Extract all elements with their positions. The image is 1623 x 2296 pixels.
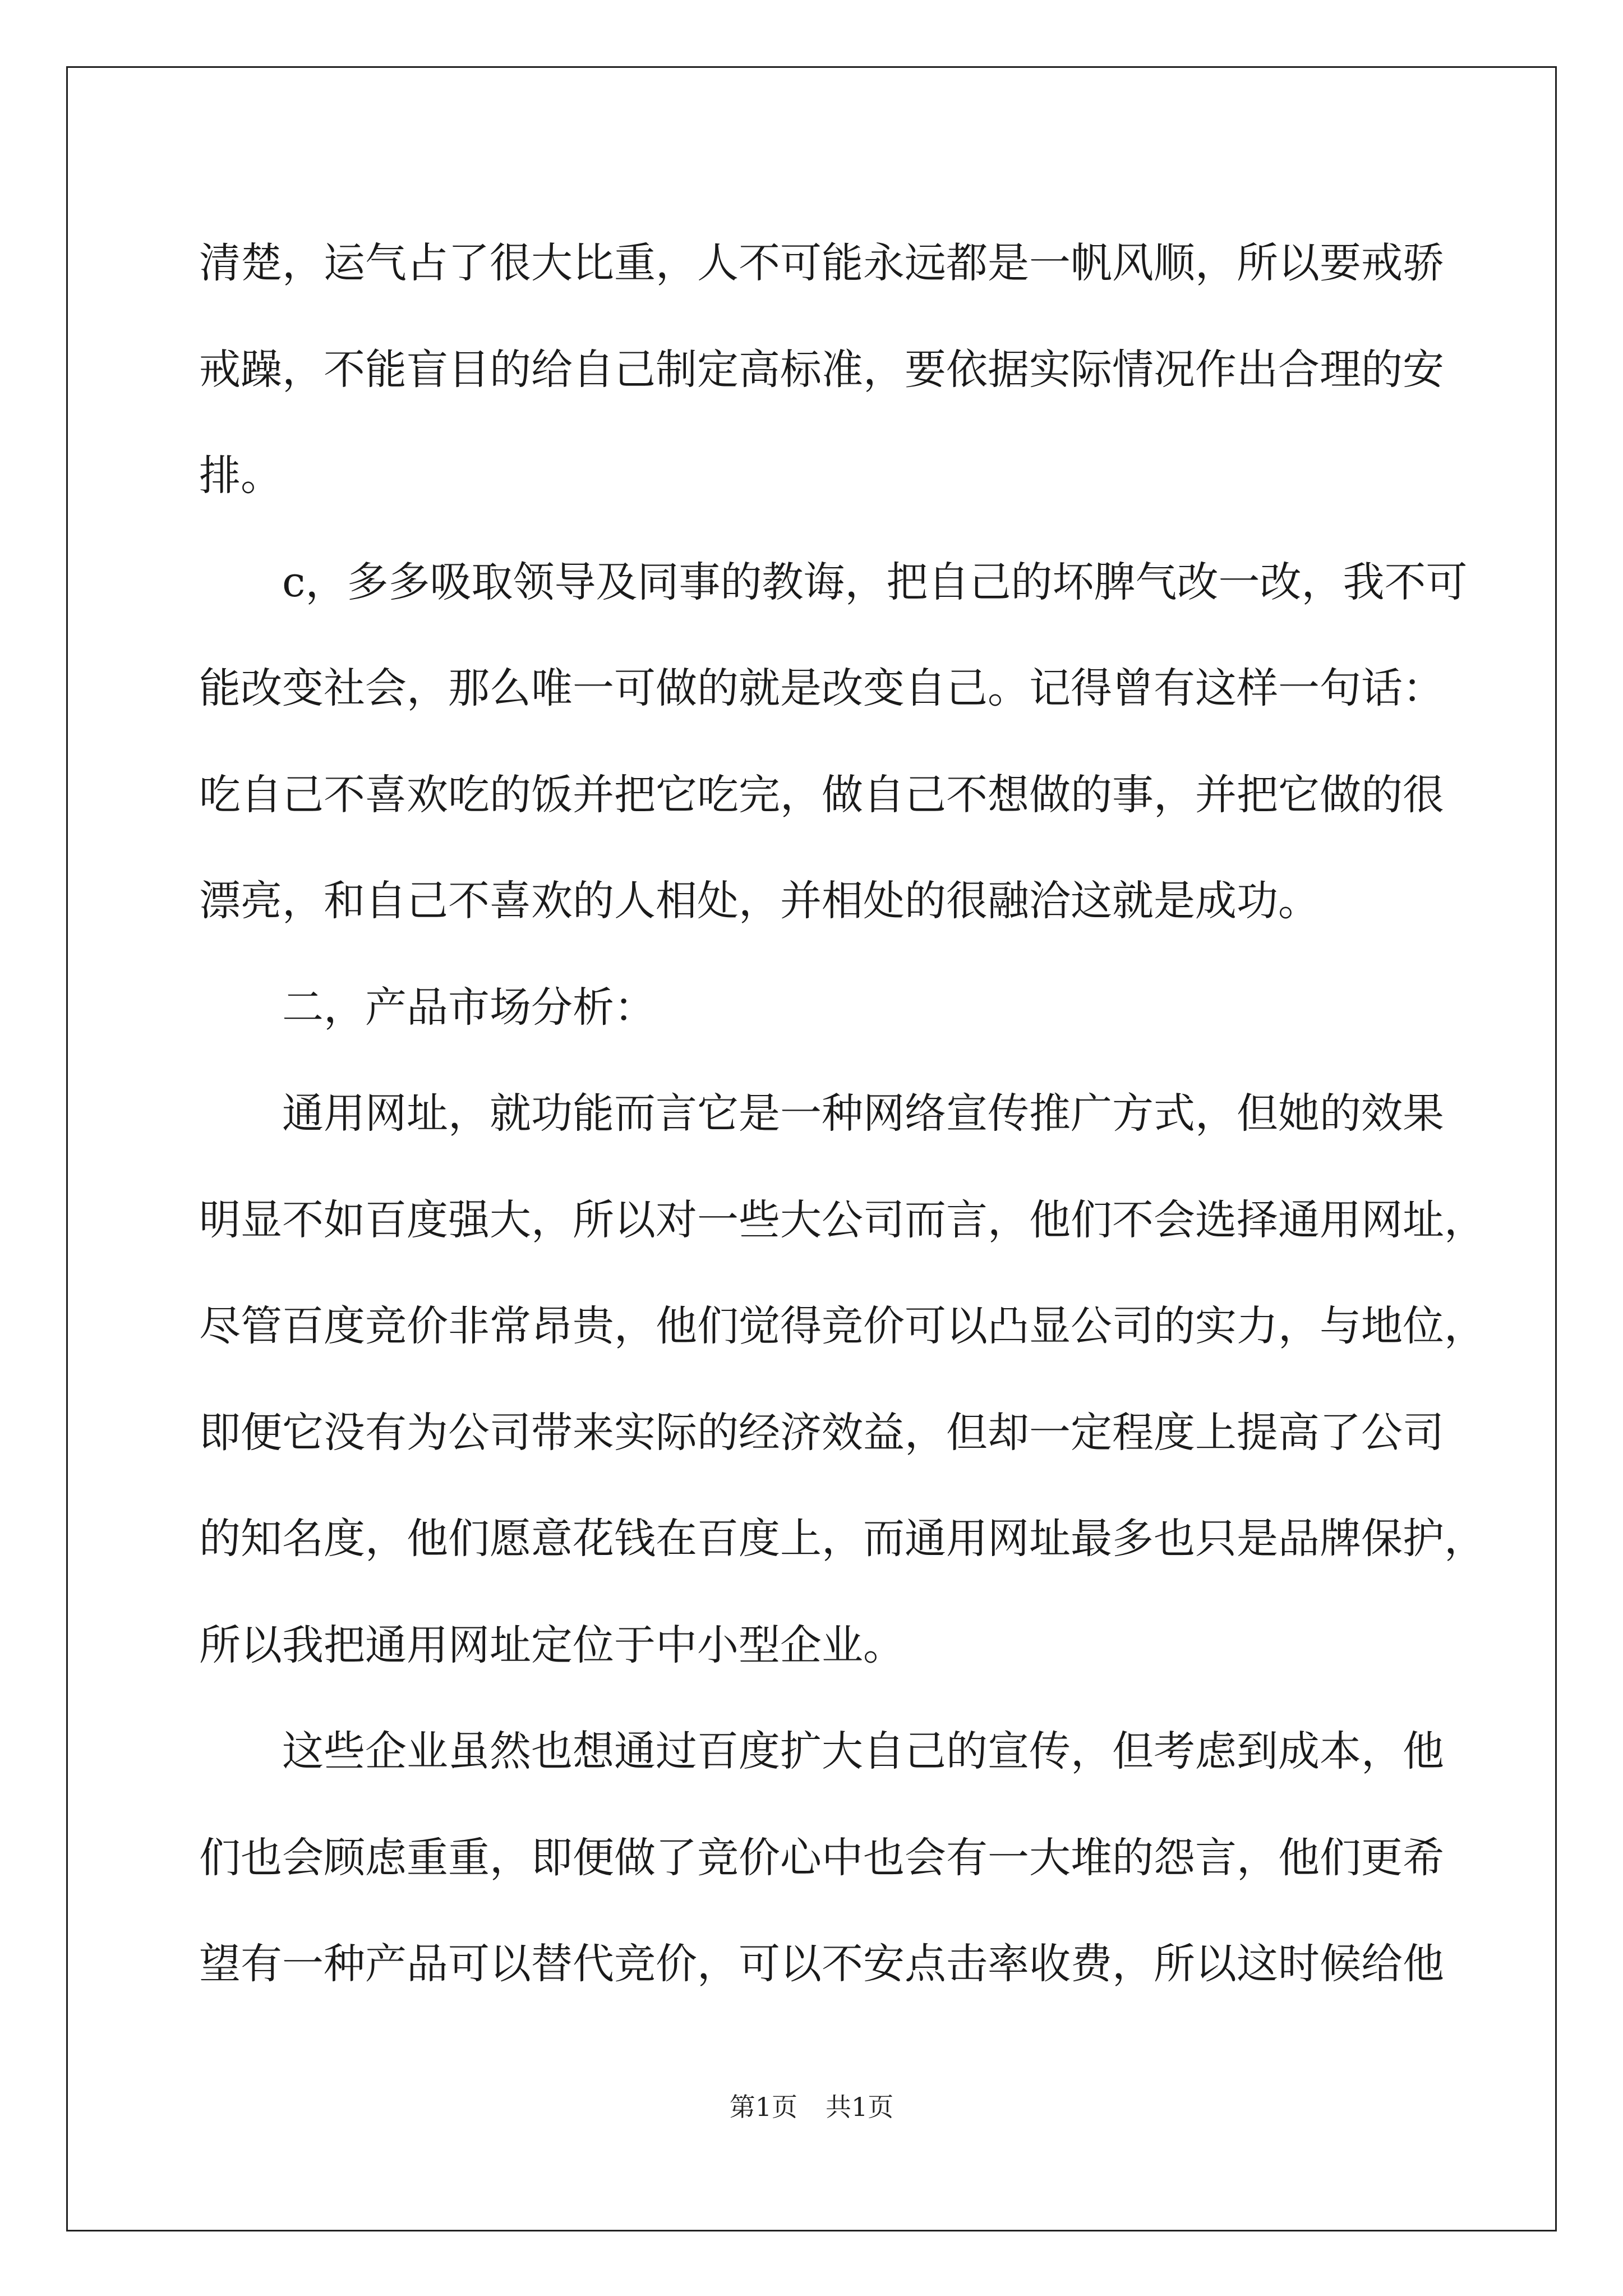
paragraph-start-line: 通用网址，就功能而言它是一种网络宣传推广方式，但她的效果 (282, 1089, 1444, 1138)
text-line: 尽管百度竞价非常昂贵，他们觉得竞价可以凸显公司的实力，与地位， (199, 1302, 1486, 1350)
document-body (199, 210, 1486, 2018)
text-line: 清楚，运气占了很大比重，人不可能永远都是一帆风顺，所以要戒骄 (199, 239, 1444, 287)
text-line: 明显不如百度强大，所以对一些大公司而言，他们不会选择通用网址， (199, 1195, 1486, 1244)
text-line: 能改变社会，那么唯一可做的就是改变自己。记得曾有这样一句话： (199, 664, 1444, 712)
text-line: 漂亮，和自己不喜欢的人相处，并相处的很融洽这就是成功。 (199, 877, 1320, 925)
page-footer (0, 2090, 1623, 2124)
text-line: 吃自己不喜欢吃的饭并把它吃完，做自己不想做的事，并把它做的很 (199, 770, 1444, 819)
paragraph-start-line: c，多多吸取领导及同事的教诲，把自己的坏脾气改一改，我不可 (282, 558, 1468, 606)
section-heading: 二，产品市场分析： (282, 983, 656, 1032)
paragraph-start-line: 这些企业虽然也想通过百度扩大自己的宣传，但考虑到成本，他 (282, 1727, 1444, 1775)
text-line: 的知名度，他们愿意花钱在百度上，而通用网址最多也只是品牌保护， (199, 1515, 1486, 1563)
text-line: 排。 (199, 452, 282, 500)
text-line: 所以我把通用网址定位于中小型企业。 (199, 1621, 905, 1669)
text-line: 戒躁，不能盲目的给自己制定高标准，要依据实际情况作出合理的安 (199, 345, 1444, 394)
text-line: 即便它没有为公司带来实际的经济效益，但却一定程度上提高了公司 (199, 1408, 1444, 1457)
text-line: 们也会顾虑重重，即便做了竞价心中也会有一大堆的怨言，他们更希 (199, 1833, 1444, 1882)
page-number: 第1页 (729, 2092, 797, 2122)
page-total: 共1页 (826, 2092, 894, 2122)
text-line: 望有一种产品可以替代竞价，可以不安点击率收费，所以这时候给他 (199, 1940, 1444, 1988)
